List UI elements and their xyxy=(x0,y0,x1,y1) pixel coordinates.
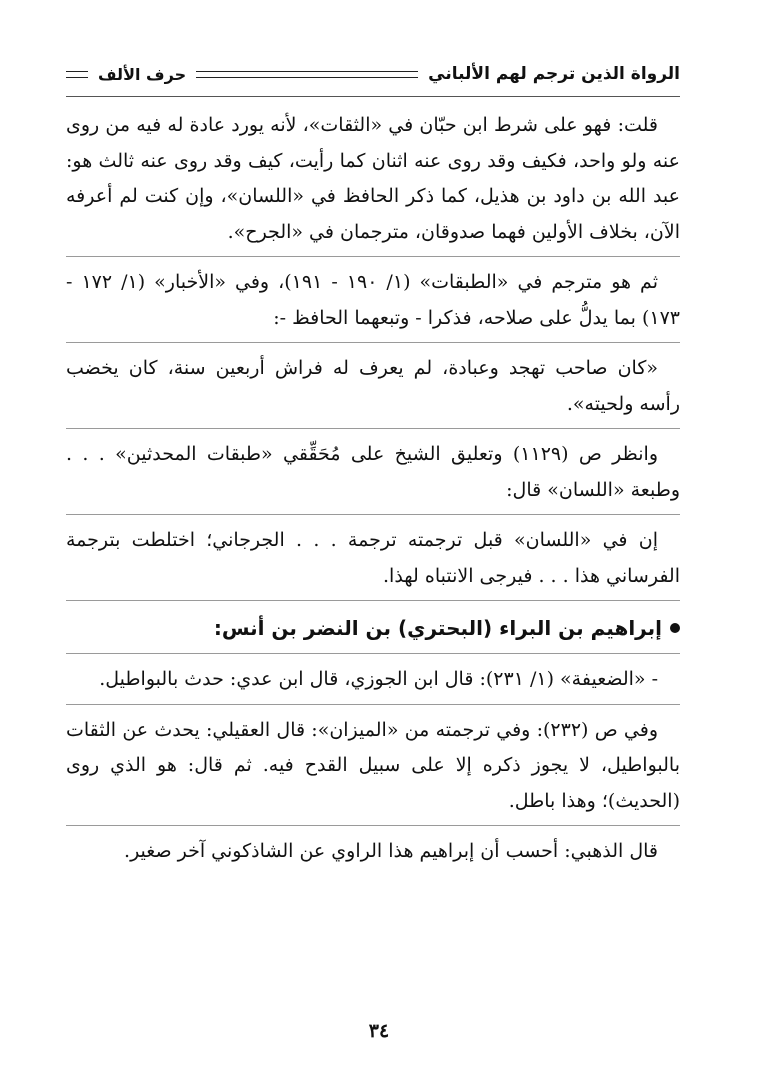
paragraph-separator xyxy=(66,653,680,654)
paragraph-text: وانظر ص (١١٢٩) وتعليق الشيخ على مُحَقِّقي «طبقات المحدثين» . . . وطبعة «اللسان» قال: xyxy=(66,443,680,501)
paragraph-separator xyxy=(66,704,680,705)
header-book-title: الرواة الذين ترجم لهم الألباني xyxy=(428,64,680,84)
narrator-name: إبراهيم بن البراء (البحتري) بن النضر بن أنس: xyxy=(213,616,662,640)
paragraph-separator xyxy=(66,825,680,826)
quotation xyxy=(66,351,680,422)
paragraph-text: قال الذهبي: أحسب أن إبراهيم هذا الراوي عن الشاذكوني آخر صغير. xyxy=(124,840,658,862)
paragraph-text: ثم هو مترجم في «الطبقات» (١/ ١٩٠ - ١٩١)، وفي «الأخبار» (١/ ١٧٢ - ١٧٣) بما يدلُّ على صلاحه، فذكرا - وتبعهما الحافظ -: xyxy=(66,271,680,329)
paragraph-text: قلت: فهو على شرط ابن حبّان في «الثقات»، لأنه يورد عادة له فيه من روى عنه ولو واحد، فكيف وقد روى عنه اثنان كما رأيت، كيف وقد روى عنه ثالث هو: عبد الله بن داود بن هذيل، كما ذكر الحافظ في «اللسان»، وإن كنت لم أعرفه الآن، بخلاف الأولين فهما صدوقان، مترجمان في «الجرح». xyxy=(66,114,680,243)
paragraph-separator xyxy=(66,342,680,343)
header-double-rule xyxy=(196,71,418,78)
paragraph-text: - «الضعيفة» (١/ ٢٣١): قال ابن الجوزي، قال ابن عدي: حدث بالبواطيل. xyxy=(99,668,658,690)
paragraph-text: إن في «اللسان» قبل ترجمته ترجمة . . . الجرجاني؛ اختلطت بترجمة الفرساني هذا . . . فيرجى الانتباه لهذا. xyxy=(66,529,680,587)
page-number: ٣٤ xyxy=(368,1020,390,1042)
paragraph xyxy=(66,265,680,336)
paragraph xyxy=(66,108,680,250)
bullet-icon xyxy=(670,623,680,633)
header-underline xyxy=(66,96,680,97)
paragraph-separator xyxy=(66,514,680,515)
paragraph xyxy=(66,713,680,820)
quotation-text: «كان صاحب تهجد وعبادة، لم يعرف له فراش أربعين سنة، كان يخضب رأسه ولحيته». xyxy=(66,357,680,415)
paragraph xyxy=(66,834,680,870)
paragraph xyxy=(66,437,680,508)
paragraph xyxy=(66,523,680,594)
header-double-rule-short xyxy=(66,71,88,78)
header-chapter-title: حرف الألف xyxy=(98,64,187,84)
paragraph-separator xyxy=(66,428,680,429)
paragraph-separator xyxy=(66,600,680,601)
narrator-entry-heading xyxy=(66,609,680,647)
running-header xyxy=(66,54,680,94)
paragraph-separator xyxy=(66,256,680,257)
page-body xyxy=(66,108,680,870)
paragraph-text: وفي ص (٢٣٢): وفي ترجمته من «الميزان»: قال العقيلي: يحدث عن الثقات بالبواطيل، لا يجوز ذكره إلا على سبيل القدح فيه. ثم قال: هو الذي روى (الحديث)؛ وهذا باطل. xyxy=(66,718,680,812)
paragraph xyxy=(66,662,680,698)
